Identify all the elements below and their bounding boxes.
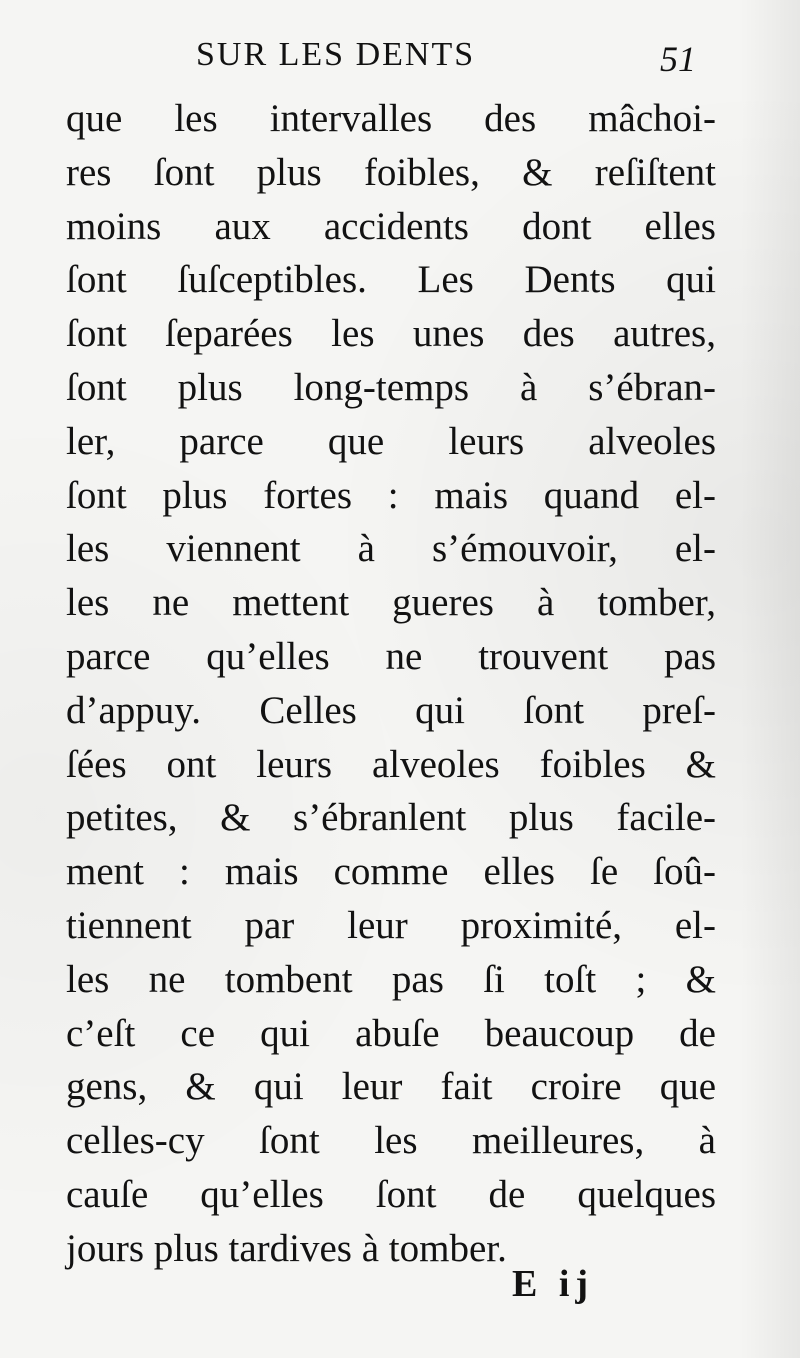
text-line: petites, & s’ébranlent plus facile- [66, 796, 716, 840]
running-head [0, 28, 800, 88]
text-line: ler, parce que leurs alveoles [66, 419, 716, 463]
text-line: cauſe qu’elles ſont de quelques [66, 1172, 716, 1216]
text-line: ſées ont leurs alveoles foibles & [66, 742, 716, 786]
text-line: ment : mais comme elles ſe ſoû- [66, 850, 716, 894]
text-line: celles-cy ſont les meilleures, à [66, 1119, 716, 1163]
text-line: parce qu’elles ne trouvent pas [66, 634, 716, 678]
body-text [66, 92, 716, 1276]
text-line: gens, & qui leur fait croire que [66, 1065, 716, 1109]
page-edge-shadow [740, 0, 800, 1358]
text-line: les ne mettent gueres à tomber, [66, 581, 716, 625]
text-line: ſont plus fortes : mais quand el- [66, 473, 716, 517]
signature-mark: E ij [512, 1263, 595, 1305]
text-line: que les intervalles des mâchoi- [66, 97, 716, 140]
text-line: jours plus tardives à tomber. [66, 1226, 507, 1270]
running-title: SUR LES DENTS [196, 36, 476, 73]
text-line: ſont plus long-temps à s’ébran- [66, 365, 716, 409]
text-line: c’eſt ce qui abuſe beaucoup de [66, 1011, 716, 1055]
text-line: les ne tombent pas ſi toſt ; & [66, 957, 716, 1001]
text-line: moins aux accidents dont elles [66, 204, 716, 248]
text-line: d’appuy. Celles qui ſont preſ- [66, 688, 716, 732]
text-line: tiennent par leur proximité, el- [66, 903, 716, 947]
page-number: 51 [660, 39, 696, 79]
text-line: les viennent à s’émouvoir, el- [66, 527, 716, 571]
text-line: ſont ſeparées les unes des autres, [66, 312, 716, 356]
text-line: res ſont plus foibles, & reſiſtent [66, 150, 716, 194]
text-line: ſont ſuſceptibles. Les Dents qui [66, 258, 716, 302]
